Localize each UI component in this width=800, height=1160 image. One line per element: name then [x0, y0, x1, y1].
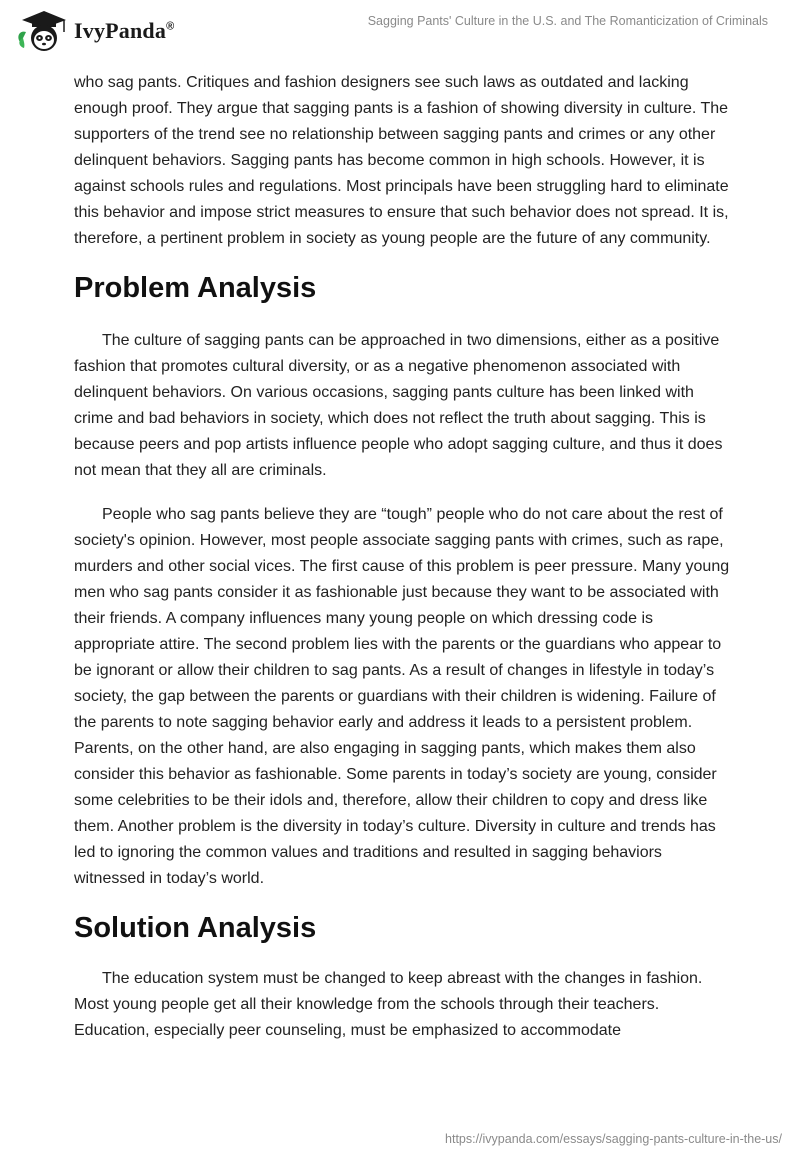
solution-paragraph: The education system must be changed to keep abreast with the changes in fashion. Most young people get all their knowledge from the schools through their teachers. Education, especially peer counseling, must be emphasized to accommodate	[74, 970, 703, 1039]
problem-paragraph: The culture of sagging pants can be approached in two dimensions, either as a positive fashion that promotes cultural diversity, or as a negative phenomenon associated with delinquent behaviors. On various occasions, sagging pants culture has been linked with crime and bad behaviors in society, which does not reflect the truth about sagging. This is because peers and pop artists influence people who adopt sagging culture, and thus it does not mean that they all are criminals.	[74, 332, 723, 479]
registered-mark: ®	[166, 20, 175, 33]
problem-analysis-heading: Problem Analysis	[74, 272, 317, 304]
essay-content	[74, 70, 734, 1062]
page-header	[0, 0, 800, 60]
logo-name: IvyPanda	[74, 18, 167, 43]
intro-paragraph: who sag pants. Critiques and fashion designers see such laws as outdated and lacking enough proof. They argue that sagging pants is a fashion of showing diversity in culture. The supporters of the trend see no relationship between sagging pants and crimes or any other delinquent behaviors. Sagging pants has become common in high schools. However, it is against schools rules and regulations. Most principals have been struggling hard to eliminate this behavior and impose strict measures to ensure that such behavior does not spread. It is, therefore, a pertinent problem in society as young people are the future of any community.	[74, 74, 729, 247]
source-url[interactable]: https://ivypanda.com/essays/sagging-pants-culture-in-the-us/	[445, 1132, 782, 1146]
solution-analysis-heading: Solution Analysis	[74, 912, 317, 944]
ivypanda-logo[interactable]	[14, 8, 174, 54]
problem-paragraph: People who sag pants believe they are “tough” people who do not care about the rest of society's opinion. However, most people associate sagging pants with crimes, such as rape, murders and other social vices. The first cause of this problem is peer pressure. Many young men who sag pants consider it as fashionable just because they want to be associated with their friends. A company influences many young people on which dressing code is appropriate attire. The second problem lies with the parents or the guardians who appear to be ignorant or allow their children to sag pants. As a result of changes in lifestyle in today’s society, the gap between the parents or guardians with their children is widening. Failure of the parents to note sagging behavior early and address it leads to a persistent problem. Parents, on the other hand, are also engaging in sagging pants, which makes them also consider this behavior as fashionable. Some parents in today’s society are young, consider some celebrities to be their idols and, therefore, allow their children to copy and dress like them. Another problem is the diversity in today’s culture. Diversity in culture and trends has led to ignoring the common values and traditions and resulted in sagging behaviors witnessed in today’s world.	[74, 506, 730, 887]
logo-wordmark	[74, 18, 174, 44]
panda-graduate-icon	[14, 8, 70, 54]
document-title: Sagging Pants' Culture in the U.S. and The Romanticization of Criminals	[367, 14, 768, 28]
